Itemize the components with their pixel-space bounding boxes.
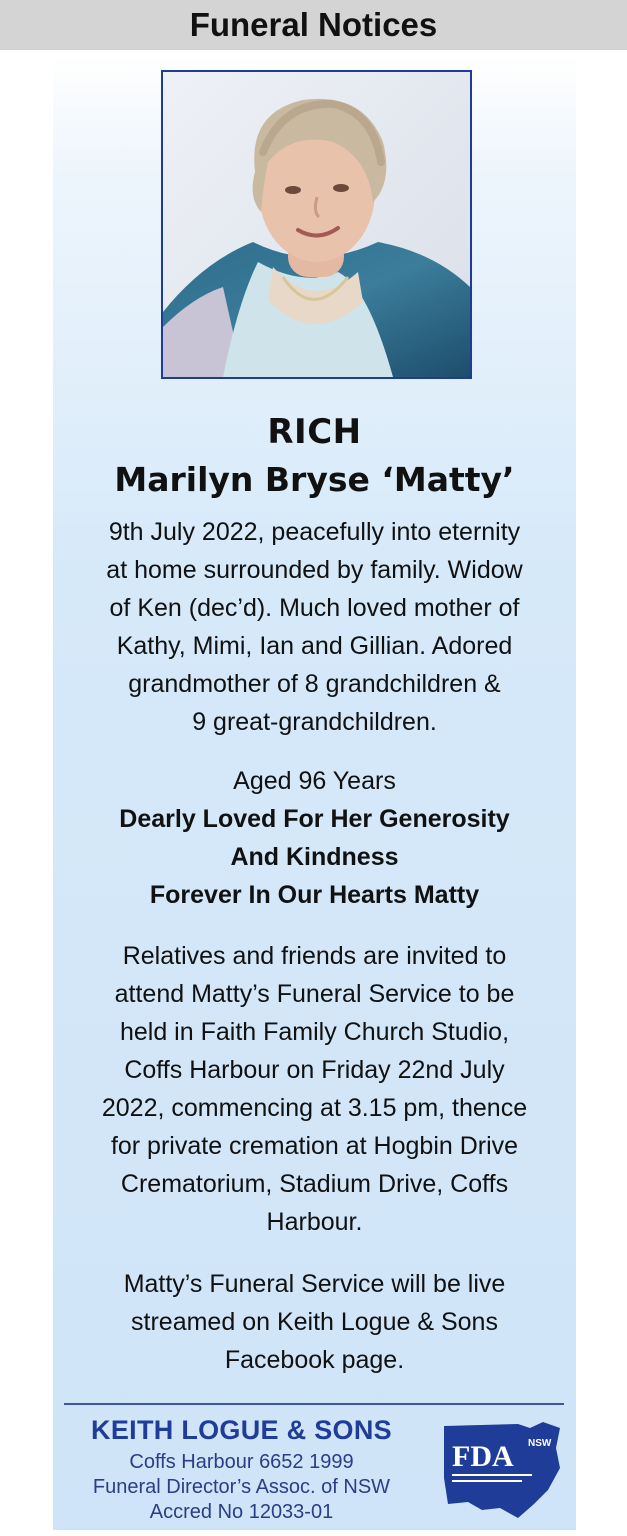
- portrait-illustration: [163, 72, 470, 377]
- service-paragraph: [66, 937, 563, 1241]
- service-line: 2022, commencing at 3.15 pm, thence: [101, 1094, 528, 1122]
- logo-nsw-text: NSW: [528, 1438, 552, 1449]
- service-line: Harbour.: [266, 1208, 363, 1236]
- tribute-line: Dearly Loved For Her Generosity: [119, 805, 510, 833]
- intro-line: of Ken (dec’d). Much loved mother of: [109, 594, 520, 622]
- stream-line: streamed on Keith Logue & Sons: [131, 1308, 498, 1336]
- service-line: held in Faith Family Church Studio,: [119, 1018, 510, 1046]
- intro-paragraph: [66, 513, 563, 741]
- service-line: Crematorium, Stadium Drive, Coffs: [120, 1170, 509, 1198]
- tribute-block: [66, 762, 563, 914]
- header-title: Funeral Notices: [189, 6, 438, 43]
- service-line: for private cremation at Hogbin Drive: [110, 1132, 519, 1160]
- intro-line: 9th July 2022, peacefully into eternity: [108, 518, 521, 546]
- service-line: attend Matty’s Funeral Service to be: [114, 980, 515, 1008]
- page-header: [0, 0, 627, 50]
- stream-line: Facebook page.: [224, 1346, 405, 1374]
- logo-fda-text: FDA: [452, 1440, 514, 1473]
- tribute-line: And Kindness: [230, 843, 399, 871]
- deceased-full-name: Marilyn Bryse ‘Matty’: [114, 460, 515, 499]
- service-line: Coffs Harbour on Friday 22nd July: [124, 1056, 505, 1084]
- stream-paragraph: [66, 1265, 563, 1379]
- deceased-surname: RICH: [267, 412, 362, 452]
- intro-line: 9 great-grandchildren.: [192, 708, 437, 736]
- intro-line: Kathy, Mimi, Ian and Gillian. Adored: [116, 632, 513, 660]
- portrait-photo: [161, 70, 472, 379]
- funeral-director-name: KEITH LOGUE & SONS: [91, 1415, 392, 1445]
- footer-divider: [64, 1403, 564, 1405]
- fda-nsw-logo: [438, 1418, 563, 1523]
- stream-line: Matty’s Funeral Service will be live: [123, 1270, 506, 1298]
- funeral-director-phone: Coffs Harbour 6652 1999: [129, 1451, 354, 1473]
- funeral-director-accreditation: Accred No 12033-01: [149, 1501, 334, 1523]
- tribute-line: Forever In Our Hearts Matty: [149, 881, 480, 909]
- service-line: Relatives and friends are invited to: [122, 942, 507, 970]
- intro-line: at home surrounded by family. Widow: [106, 556, 523, 584]
- age-line: Aged 96 Years: [233, 767, 396, 795]
- intro-line: grandmother of 8 grandchildren &: [128, 670, 501, 698]
- funeral-director-association: Funeral Director’s Assoc. of NSW: [92, 1476, 391, 1498]
